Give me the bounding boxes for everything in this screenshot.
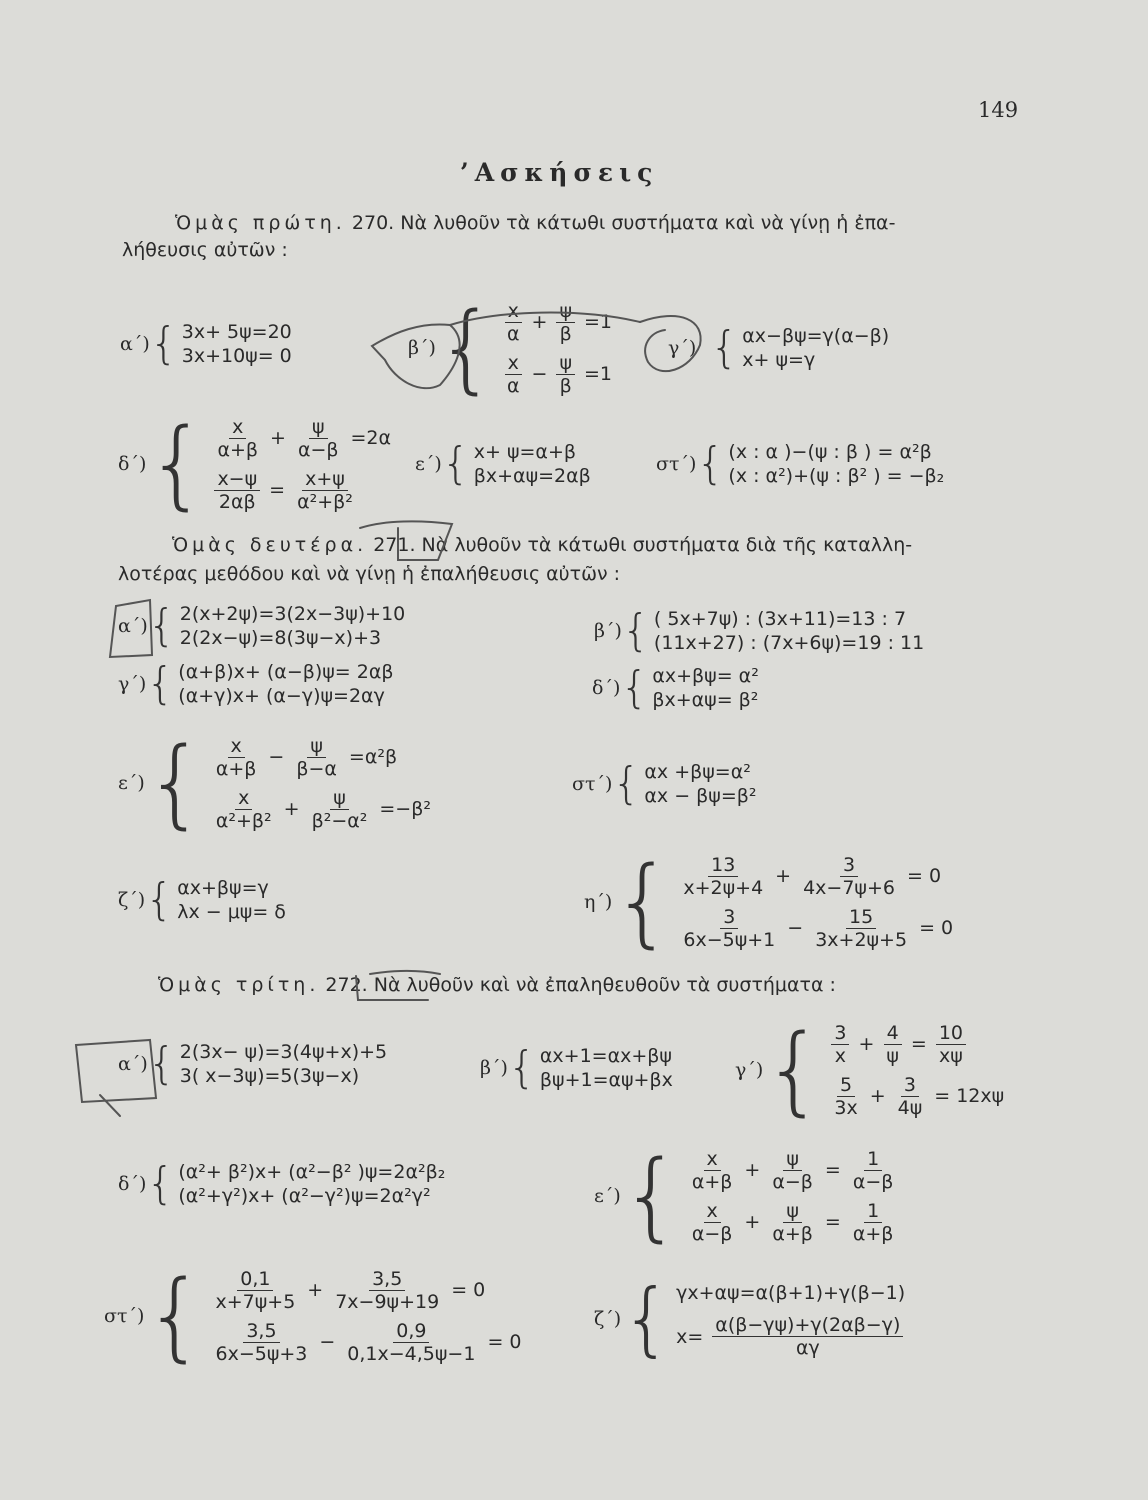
math-text: x — [505, 300, 522, 323]
equation: αx+βψ=γ — [177, 876, 269, 899]
equation-row — [677, 902, 953, 954]
math-text: x+ψ — [302, 468, 348, 491]
fraction — [295, 416, 342, 461]
fraction — [212, 1320, 310, 1365]
math-text: =2α — [350, 427, 392, 449]
math-text: α−β — [772, 1170, 813, 1193]
math-text: + — [307, 1279, 324, 1301]
math-text: − — [531, 363, 548, 385]
equation: (x : α )−(ψ : β ) = α²β — [728, 440, 932, 463]
math-text: ψ — [330, 787, 349, 810]
equation-row — [828, 1018, 1004, 1070]
equation: γx+αψ=α(β+1)+γ(β−1) — [676, 1281, 906, 1304]
math-text: + — [869, 1085, 886, 1107]
math-text: x — [834, 1044, 847, 1067]
math-text: x+2ψ+4 — [683, 876, 764, 899]
system-270-a — [120, 318, 292, 369]
equation-row — [211, 464, 391, 516]
math-text: 3x — [834, 1096, 858, 1119]
math-text: α+β — [217, 438, 259, 461]
brace: { — [763, 1014, 825, 1126]
brace: { — [144, 727, 206, 839]
math-text: 0,1 — [237, 1268, 273, 1291]
group1-heading: Ὁμὰς πρώτη. — [175, 212, 346, 234]
group2-exercise-number: 271. — [373, 534, 416, 556]
fraction — [344, 1320, 478, 1365]
equation: αx+1=αx+βψ — [539, 1044, 672, 1067]
system-272-c — [735, 1014, 1004, 1126]
system-270-d — [118, 408, 391, 520]
math-text: 6x−5ψ+3 — [215, 1342, 308, 1365]
math-text: 13 — [708, 854, 738, 877]
math-text: 3x+2ψ+5 — [815, 928, 908, 951]
brace: { — [612, 758, 641, 809]
math-text: 4 — [884, 1022, 902, 1045]
math-text: ψ — [886, 1044, 899, 1067]
math-text: x= — [676, 1325, 704, 1348]
equation: x+ ψ=γ — [742, 348, 816, 371]
label: α΄) — [118, 1052, 148, 1075]
math-text: + — [283, 798, 300, 820]
section-title: ’Ασκήσεις — [460, 158, 659, 187]
brace: { — [147, 600, 176, 651]
equation: 2(x+2ψ)=3(2x−3ψ)+10 — [179, 602, 406, 625]
pencil-stroke — [100, 1095, 120, 1116]
system-271-g — [118, 874, 286, 925]
system-271-a — [118, 600, 405, 651]
math-text: + — [270, 427, 286, 449]
system-272-e — [594, 1140, 899, 1252]
system-271-c — [118, 658, 394, 709]
equation-row — [210, 783, 431, 835]
math-text: α+β — [852, 1222, 894, 1245]
group3-instruction-line1: Νὰ λυθοῦν καὶ νὰ ἐπαληθευθοῦν τὰ συστήματα : — [373, 974, 836, 996]
fraction — [769, 1200, 816, 1245]
math-text: α — [506, 322, 520, 345]
math-text: α²+β² — [297, 490, 353, 513]
math-text: ψ — [556, 300, 575, 323]
equation-row — [501, 348, 612, 400]
math-text: =α²β — [348, 746, 398, 768]
brace: { — [620, 662, 649, 713]
math-text: + — [744, 1159, 761, 1181]
equation: (α²+γ²)x+ (α²−γ²)ψ=2α²γ² — [178, 1184, 431, 1207]
label: δ΄) — [118, 1172, 147, 1195]
brace: { — [620, 1140, 682, 1252]
system-270-f — [656, 438, 944, 489]
group3-exercise-number: 272. — [325, 974, 368, 996]
equation-row — [686, 1144, 900, 1196]
system-272-f — [104, 1260, 522, 1372]
label: γ΄) — [118, 672, 147, 695]
brace: { — [435, 292, 497, 404]
label: στ΄) — [656, 452, 697, 475]
equation: βψ+1=αψ+βx — [539, 1068, 673, 1091]
equation: αx − βψ=β² — [644, 784, 757, 807]
system-272-b — [480, 1042, 673, 1093]
system-271-d — [592, 662, 759, 713]
fraction — [293, 735, 340, 780]
math-text: = — [824, 1211, 841, 1233]
brace: { — [507, 1042, 536, 1093]
label: γ΄) — [668, 336, 697, 359]
equation: (α+β)x+ (α−β)ψ= 2αβ — [178, 660, 394, 683]
equation: 3x+10ψ= 0 — [181, 344, 292, 367]
math-text: 3 — [720, 906, 738, 929]
math-text: x — [704, 1200, 721, 1223]
math-text: + — [531, 311, 548, 333]
group1-instruction — [175, 210, 895, 237]
math-text: α(β−γψ)+γ(2αβ−γ) — [712, 1314, 903, 1337]
brace: { — [612, 846, 674, 958]
label: η΄) — [584, 891, 613, 913]
math-text: = 0 — [487, 1331, 522, 1353]
label: ζ΄) — [118, 888, 146, 911]
group1-instruction-line2: λήθευσις αὐτῶν : — [122, 239, 288, 261]
math-text: 1 — [864, 1148, 882, 1171]
group2-heading: Ὁμὰς δευτέρα. — [172, 534, 368, 556]
math-text: 10 — [936, 1022, 966, 1045]
equation: αx+βψ= α² — [652, 664, 759, 687]
math-text: − — [319, 1331, 336, 1353]
label: ε΄) — [415, 452, 442, 475]
system-272-d — [118, 1158, 445, 1209]
fraction — [294, 468, 356, 513]
fraction — [812, 906, 910, 951]
group2-instruction-line2: λοτέρας μεθόδου καὶ νὰ γίνῃ ἡ ἐπαλήθευσις αὐτῶν : — [118, 563, 621, 585]
brace: { — [145, 874, 174, 925]
equation-row — [210, 731, 431, 783]
system-270-b — [408, 292, 612, 404]
fraction — [556, 300, 575, 345]
brace: { — [146, 1158, 175, 1209]
equation: βx+αψ= β² — [652, 688, 759, 711]
fraction — [850, 1200, 897, 1245]
math-text: x — [229, 416, 246, 439]
system-270-e — [415, 438, 591, 489]
group2-instruction — [172, 532, 912, 559]
fraction — [213, 735, 260, 780]
math-text: 3 — [840, 854, 858, 877]
page-number: 149 — [978, 98, 1019, 122]
label: α΄) — [120, 332, 150, 355]
math-text: ψ — [307, 735, 326, 758]
math-text: 3 — [831, 1022, 849, 1045]
math-text: x — [704, 1148, 721, 1171]
label: γ΄) — [735, 1059, 764, 1081]
fraction — [689, 1148, 736, 1193]
math-text: β — [559, 374, 572, 397]
system-272-a — [118, 1038, 387, 1089]
fraction — [831, 1074, 860, 1119]
math-text: α²+β² — [215, 809, 272, 832]
label: ε΄) — [118, 772, 145, 794]
equation: 2(3x− ψ)=3(4ψ+x)+5 — [179, 1040, 388, 1063]
equation: αx−βψ=γ(α−β) — [742, 324, 890, 347]
math-text: ψ — [783, 1200, 802, 1223]
label: β΄) — [594, 619, 622, 642]
math-text: =−β² — [379, 798, 431, 820]
brace: { — [441, 438, 470, 489]
math-text: 2αβ — [218, 490, 256, 513]
equation: x+ ψ=α+β — [473, 440, 576, 463]
label: β΄) — [480, 1056, 508, 1079]
brace: { — [146, 408, 208, 520]
math-text: α−β — [852, 1170, 894, 1193]
math-text: α+β — [215, 757, 257, 780]
label: στ΄) — [572, 772, 613, 795]
math-text: 0,1x−4,5ψ−1 — [347, 1342, 476, 1365]
brace: { — [710, 322, 739, 373]
math-text: x−ψ — [214, 468, 260, 491]
math-text: x — [228, 735, 245, 758]
math-text: = 0 — [919, 917, 954, 939]
brace: { — [621, 1272, 673, 1365]
math-text: 1 — [864, 1200, 882, 1223]
equation: ( 5x+7ψ) : (3x+11)=13 : 7 — [653, 607, 907, 630]
fraction — [895, 1074, 926, 1119]
label: β΄) — [408, 337, 436, 359]
fraction — [883, 1022, 902, 1067]
math-text: − — [268, 746, 285, 768]
equation-row — [676, 1311, 906, 1363]
group3-heading: Ὁμὰς τρίτη. — [158, 974, 320, 996]
fraction — [712, 1314, 903, 1359]
math-text: + — [744, 1211, 761, 1233]
math-text: 0,9 — [393, 1320, 429, 1343]
fraction — [850, 1148, 897, 1193]
fraction — [680, 906, 778, 951]
fraction — [309, 787, 371, 832]
math-text: 4x−7ψ+6 — [803, 876, 895, 899]
equation-row — [828, 1070, 1004, 1122]
equation-row — [686, 1196, 900, 1248]
group1-instruction-line1: Νὰ λυθοῦν τὰ κάτωθι συστήματα καὶ νὰ γίνῃ ἡ ἐπα- — [400, 212, 896, 234]
fraction — [556, 352, 575, 397]
equation-row — [209, 1264, 521, 1316]
math-text: 3,5 — [243, 1320, 279, 1343]
equation: λx − μψ= δ — [177, 900, 286, 923]
math-text: 15 — [846, 906, 876, 929]
group2-instruction-line1: Νὰ λυθοῦν τὰ κάτωθι συστήματα διὰ τῆς καταλλη- — [421, 534, 913, 556]
fraction — [800, 854, 898, 899]
math-text: 6x−5ψ+1 — [683, 928, 776, 951]
fraction — [213, 787, 275, 832]
equation: (11x+27) : (7x+6ψ)=19 : 11 — [653, 631, 925, 654]
math-text: + — [858, 1033, 875, 1055]
math-text: α+β — [772, 1222, 813, 1245]
equation: (α²+ β²)x+ (α²−β² )ψ=2α²β₂ — [178, 1160, 446, 1183]
equation: (α+γ)x+ (α−γ)ψ=2αγ — [178, 684, 385, 707]
label: ζ΄) — [594, 1307, 622, 1330]
math-text: x — [235, 787, 252, 810]
math-text: + — [775, 865, 792, 887]
group3-instruction — [158, 972, 836, 999]
math-text: x — [505, 352, 522, 375]
fraction — [831, 1022, 849, 1067]
equation-row — [501, 296, 612, 348]
group1-exercise-number: 270. — [351, 212, 395, 234]
brace: { — [147, 1038, 176, 1089]
math-text: ψ — [556, 352, 575, 375]
fraction — [680, 854, 766, 899]
math-text: xψ — [939, 1044, 963, 1067]
fraction — [504, 352, 523, 397]
system-270-c — [668, 322, 889, 373]
fraction — [214, 416, 261, 461]
math-text: ψ — [783, 1148, 802, 1171]
label: δ΄) — [118, 453, 147, 475]
fraction — [769, 1148, 816, 1193]
math-text: α−β — [297, 438, 339, 461]
brace: { — [144, 1260, 206, 1372]
brace: { — [149, 318, 178, 369]
math-text: =1 — [583, 311, 612, 333]
equation-row — [209, 1316, 521, 1368]
fraction — [332, 1268, 442, 1313]
math-text: = — [910, 1033, 927, 1055]
math-text: 3,5 — [369, 1268, 405, 1291]
fraction — [214, 468, 260, 513]
equation-row — [677, 850, 953, 902]
label: ε΄) — [594, 1185, 621, 1207]
math-text: 3 — [901, 1074, 919, 1097]
system-271-f — [572, 758, 757, 809]
math-text: β — [559, 322, 572, 345]
system-271-h — [584, 846, 953, 958]
math-text: =1 — [583, 363, 612, 385]
math-text: 4ψ — [897, 1096, 923, 1119]
equation: 3( x−3ψ)=5(3ψ−x) — [179, 1064, 360, 1087]
fraction — [504, 300, 523, 345]
fraction — [212, 1268, 298, 1313]
math-text: α — [506, 374, 520, 397]
brace: { — [146, 658, 175, 709]
math-text: 7x−9ψ+19 — [335, 1290, 440, 1313]
equation: 3x+ 5ψ=20 — [181, 320, 292, 343]
fraction — [689, 1200, 736, 1245]
label: δ΄) — [592, 676, 621, 699]
brace: { — [621, 605, 650, 656]
math-text: = 0 — [451, 1279, 486, 1301]
math-text: = — [269, 479, 286, 501]
system-271-e — [118, 727, 431, 839]
math-text: = 0 — [906, 865, 942, 887]
math-text: α−β — [691, 1222, 733, 1245]
math-text: ψ — [309, 416, 328, 439]
system-271-b — [594, 605, 924, 656]
math-text: αγ — [795, 1337, 820, 1359]
math-text: = — [824, 1159, 841, 1181]
equation: βx+αψ=2αβ — [473, 464, 591, 487]
math-text: x+7ψ+5 — [215, 1290, 296, 1313]
fraction — [936, 1022, 966, 1067]
math-text: 5 — [837, 1074, 855, 1097]
label: στ΄) — [104, 1305, 145, 1327]
equation: αx +βψ=α² — [644, 760, 751, 783]
system-272-g — [594, 1272, 906, 1365]
equation: 2(2x−ψ)=8(3ψ−x)+3 — [179, 626, 382, 649]
math-text: β−α — [296, 757, 337, 780]
equation: (x : α²)+(ψ : β² ) = −β₂ — [728, 464, 945, 487]
math-text: α+β — [691, 1170, 733, 1193]
brace: { — [696, 438, 725, 489]
math-text: = 12xψ — [934, 1085, 1005, 1107]
math-text: − — [787, 917, 804, 939]
equation-row — [211, 412, 391, 464]
label: α΄) — [118, 614, 148, 637]
math-text: β²−α² — [311, 809, 368, 832]
